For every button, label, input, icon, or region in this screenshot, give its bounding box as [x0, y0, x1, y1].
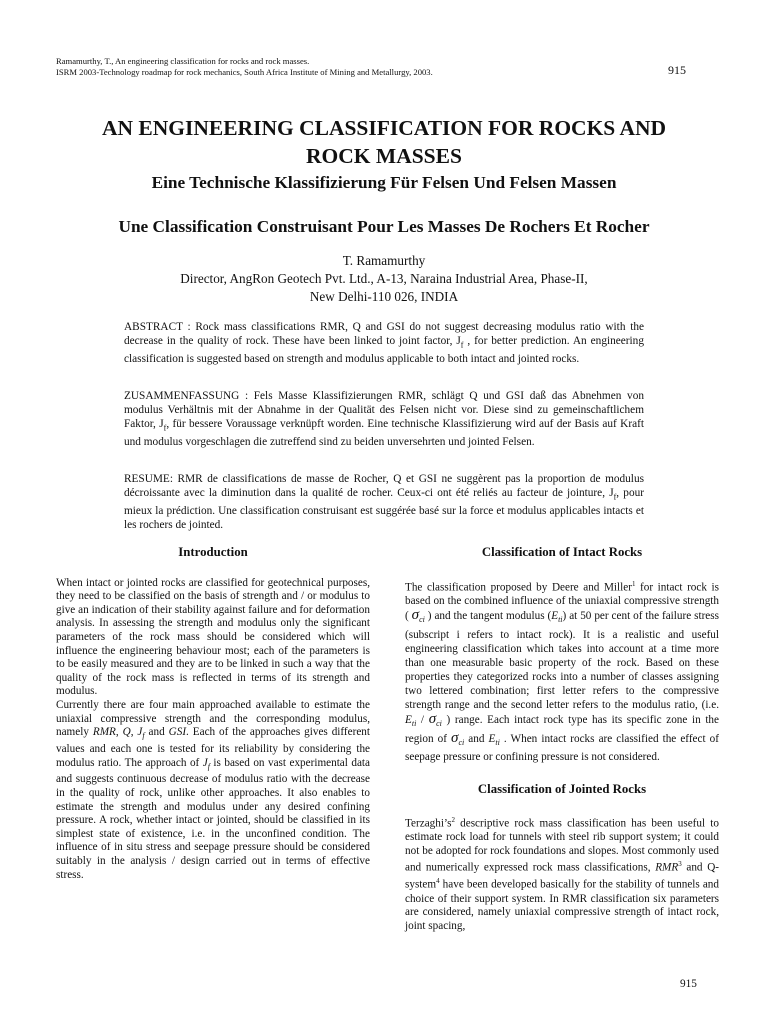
german-title: Eine Technische Klassifizierung Für Felsen Und Felsen Massen	[151, 173, 617, 192]
running-header	[56, 56, 656, 78]
header-page-number: 915	[668, 63, 686, 77]
abstract-german: ZUSAMMENFASSUNG : Fels Masse Klassifizierungen RMR, schlägt Q und GSI daß das Abnehmen von modulus Verhältnis mit der Abnahme in der Qualität des Felsen nicht vor. Diese sind zu gemeinschaftlichem Faktor, $J_f$, für bessere Voraussage verknüpft worden. Eine technische Klassifizierung wird auf der Basis auf Kraft und modulus vorgeschlagen die zutreffend sind zu beiden unversehrten und jointed Felsen.	[124, 390, 644, 449]
right-column	[405, 546, 719, 934]
abstract-english: ABSTRACT : Rock mass classifications RMR, Q and GSI do not suggest decreasing modulus ratio with the decrease in the quality of rock. These have been linked to joint factor, $J_f$ , for better prediction. An engineering classification is suggested based on strength and modulus applicable to both intact and jointed rocks.	[124, 321, 644, 366]
subscript-f: f	[460, 340, 464, 350]
subscript-f: f	[163, 423, 167, 433]
author-affiliation-2: New Delhi-110 026, INDIA	[309, 289, 459, 304]
footer-page-number: 915	[680, 978, 697, 990]
left-column	[56, 546, 370, 882]
author-affiliation-1: Director, AngRon Geotech Pvt. Ltd., A-13, Naraina Industrial Area, Phase-II,	[180, 271, 588, 286]
subscript-f: f	[613, 492, 617, 502]
introduction-heading: Introduction	[178, 545, 248, 559]
title-line-2: ROCK MASSES	[306, 144, 462, 168]
author-name: T. Ramamurthy	[342, 253, 426, 268]
intro-paragraph-1: When intact or jointed rocks are classified for geotechnical purposes, they need to be classified on the basis of strength and / or modulus to give an indication of their stability against failure and for deformation analysis. In assessing the strength and modulus only the significant parameters of the rock mass should be considered which will influence the engineering behaviour most; each of the parameters is to be easily measured and they are to be linked in such a way that the quality of the rock mass is reflected in terms of its strength and modulus.	[56, 576, 370, 698]
jointed-rocks-heading: Classification of Jointed Rocks	[477, 782, 647, 797]
abstract-french: RESUME: RMR de classifications de masse de Rocher, Q et GSI ne suggèrent pas la proportion de modulus décroissante avec la diminution dans la qualité de rocher. Ceux-ci ont été reliés au facteur de jointure, $J_f$, pour mieux la prédiction. Une classification construisant est suggérée basé sur la force et modulus applicables intacts et les rochers de jointed.	[124, 473, 644, 532]
french-title: Une Classification Construisant Pour Les Masses De Rochers Et Rocher	[118, 217, 650, 236]
intro-paragraph-2: Currently there are four main approached available to estimate the uniaxial compressive strength and the corresponding modulus, namely RMR, Q, $J_f$ and GSI. Each of the approaches gives different values and each one is tested for its reliability by considering the modulus ratio. The approach of $J_f$ is based on vast experimental data and suggests continuous decrease of modulus ratio with the decrease in the quality of rock, unlike other approaches. It also enables to estimate the strength and modulus under any desired confining pressure. A rock, whether intact or jointed, should be classified in its simplest state of existence, i.e. in the unconfined condition. The influence of in situ stress and seepage pressure should be considered suitably in the analysis / design carried out in terms of effective stress.	[56, 698, 371, 881]
title-line-1: AN ENGINEERING CLASSIFICATION FOR ROCKS AND	[101, 116, 667, 140]
header-conference-line: ISRM 2003-Technology roadmap for rock mechanics, South Africa Institute of Mining and Metallurgy, 2003.	[56, 67, 433, 77]
jointed-paragraph: $Terzaghi’s^2$ descriptive rock mass classification has been useful to estimate rock load for tunnels with steel rib support system; it could not be adopted for rock foundations and slopes. Most commonly used and numerically expressed rock mass classifications, RMR$^3$ and Q-system$^4$ have been developed basically for the stability of tunnels and choice of their support system. In RMR classification six parameters are considered, namely uniaxial compressive strength of intact rock, joint spacing,	[405, 815, 719, 932]
intact-rocks-heading: Classification of Intact Rocks	[481, 545, 643, 559]
header-citation-line: Ramamurthy, T., An engineering classification for rocks and rock masses.	[56, 56, 310, 66]
author-block	[40, 252, 728, 306]
intact-paragraph: The classification proposed by Deere and Miller$^1$ for intact rock is based on the combined influence of the uniaxial compressive strength ( $\sigma_{ci}$ ) and the tangent modulus $(E_{ti})$ at 50 per cent of the failure stress (subscript i refers to intact rock). It is a realistic and useful engineering classification which takes into account at a time more than one measurable basic property of the rock. Based on these properties they categorized rocks into a number of classes assigning two lettered combination; first letter refers to the compressive strength range and the second letter refers to the modulus ratio, (i.e. $E_{ti} / \sigma_{ci}$ ) range. Each intact rock type has its specific zone in the region of $\sigma_{ci}$ and $E_{ti}$ . When intact rocks are classified the effect of seepage pressure or confining pressure is not considered.	[405, 579, 719, 764]
paper-title	[40, 114, 728, 170]
